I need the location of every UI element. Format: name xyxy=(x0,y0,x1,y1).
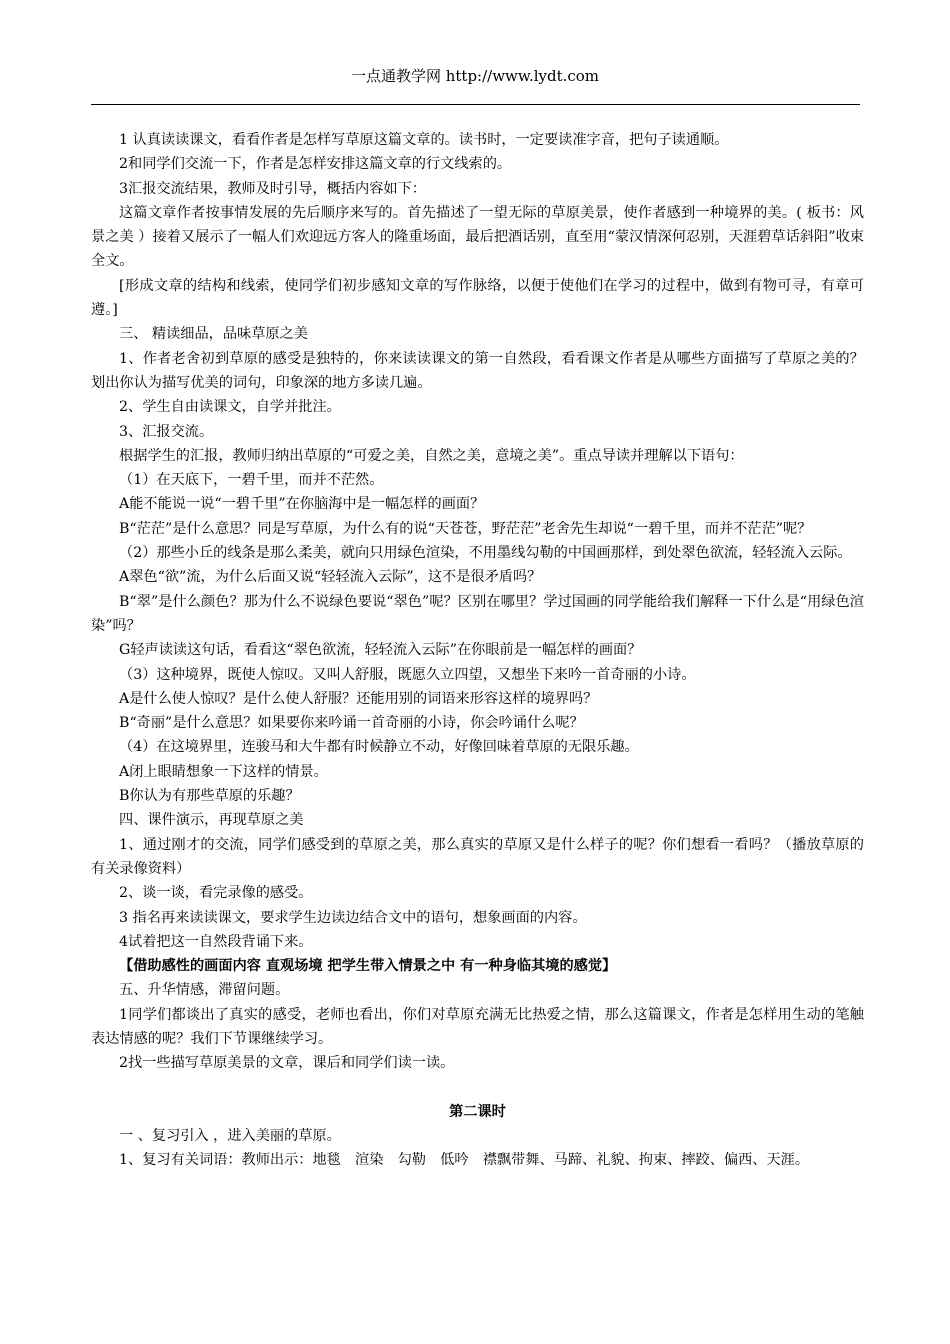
paragraph: 2找一些描写草原美景的文章，课后和同学们读一读。 xyxy=(119,1055,455,1072)
paragraph: 根据学生的汇报，教师归纳出草原的“可爱之美，自然之美，意境之美”。重点导读并理解以下语句： xyxy=(119,447,744,464)
paragraph: 4试着把这一自然段背诵下来。 xyxy=(119,933,313,950)
paragraph: 2、学生自由读课文，自学并批注。 xyxy=(119,399,341,416)
question: A闭上眼睛想象一下这样的情景。 xyxy=(119,763,328,780)
page-header: 一点通教学网 http://www.lydt.com xyxy=(350,67,600,85)
paragraph: 3、汇报交流。 xyxy=(119,423,214,440)
section-heading: 一 、复习引入 ，进入美丽的草原。 xyxy=(119,1127,341,1144)
paragraph: 1、通过刚才的交流，同学们感受到的草原之美，那么真实的草原又是什么样子的呢？你们想看一看吗？（播放草原的有关录像资料） xyxy=(91,836,864,877)
paragraph: 3 指名再来读读课文，要求学生边读边结合文中的语句，想象画面的内容。 xyxy=(119,909,587,926)
question: G轻声读读这句话，看看这“翠色欲流，轻轻流入云际”在你眼前是一幅怎样的画面？ xyxy=(119,642,642,659)
paragraph: [形成文章的结构和线索，使同学们初步感知文章的写作脉络，以便于使他们在学习的过程中，做到有物可寻，有章可遵。] xyxy=(91,277,864,319)
paragraph: 1、复习有关词语：教师出示：地毯 渲染 勾勒 低吟 襟飘带舞、马蹄、礼貌、拘束、摔跤、偏西、天涯。 xyxy=(119,1152,810,1169)
lesson-title: 第二课时 xyxy=(449,1103,506,1120)
section-heading: 五、升华情感，滞留问题。 xyxy=(119,982,290,999)
question: A翠色“欲”流，为什么后面又说“轻轻流入云际”，这不是很矛盾吗？ xyxy=(119,569,542,586)
paragraph: 1同学们都谈出了真实的感受，老师也看出，你们对草原充满无比热爱之情，那么这篇课文，作者是怎样用生动的笔触表达情感的呢？我们下节课继续学习。 xyxy=(91,1006,864,1047)
paragraph: 2、谈一谈，看完录像的感受。 xyxy=(119,885,313,902)
section-heading: 四、课件演示，再现草原之美 xyxy=(119,812,304,829)
quoted-sentence: （4）在这境界里，连骏马和大牛都有时候静立不动，好像回味着草原的无限乐趣。 xyxy=(119,739,639,756)
quoted-sentence: （3）这种境界，既使人惊叹。又叫人舒服，既愿久立四望，又想坐下来吟一首奇丽的小诗。 xyxy=(119,666,696,683)
question: B“奇丽”是什么意思？如果要你来吟诵一首奇丽的小诗，你会吟诵什么呢？ xyxy=(119,715,584,732)
quoted-sentence: （1）在天底下，一碧千里，而并不茫然。 xyxy=(119,472,384,489)
document-body xyxy=(91,128,864,1172)
question: B“翠”是什么颜色？那为什么不说绿色要说“翠色”呢？区别在哪里？学过国画的同学能给我们解释一下什么是“用绿色渲染”吗？ xyxy=(91,593,864,634)
paragraph: 这篇文章作者按事情发展的先后顺序来写的。首先描述了一望无际的草原美景，使作者感到一种境界的美。( 板书：风景之美 ）接着又展示了一幅人们欢迎远方客人的隆重场面，最后把酒话别，直至用“蒙汉情深何忍别，天涯碧草话斜阳”收束全文。 xyxy=(91,204,864,270)
question: A能不能说一说“一碧千里”在你脑海中是一幅怎样的画面？ xyxy=(119,496,485,513)
section-heading: 三、 精读细品，品味草原之美 xyxy=(119,326,308,343)
note-bracket: 【借助感性的画面内容 直观场境 把学生带入情景之中 有一种身临其境的感觉】 xyxy=(119,958,617,975)
question: B你认为有那些草原的乐趣？ xyxy=(119,788,300,805)
question: B“茫茫”是什么意思？同是写草原，为什么有的说“天苍苍，野茫茫”老舍先生却说“一碧千里，而并不茫茫”呢？ xyxy=(119,520,812,537)
paragraph: 2和同学们交流一下，作者是怎样安排这篇文章的行文线索的。 xyxy=(119,156,512,173)
header-rule xyxy=(91,104,860,105)
quoted-sentence: （2）那些小丘的线条是那么柔美，就向只用绿色渲染，不用墨线勾勒的中国画那样，到处翠色欲流，轻轻流入云际。 xyxy=(119,545,852,562)
paragraph: 1、作者老舍初到草原的感受是独特的，你来读读课文的第一自然段，看看课文作者是从哪些方面描写了草原之美的？划出你认为描写优美的词句，印象深的地方多读几遍。 xyxy=(91,350,864,391)
paragraph: 3汇报交流结果，教师及时引导，概括内容如下： xyxy=(119,180,426,197)
paragraph: 1 认真读读课文，看看作者是怎样写草原这篇文章的。读书时，一定要读准字音，把句子读通顺。 xyxy=(119,132,729,148)
question: A是什么使人惊叹？是什么使人舒服？还能用别的词语来形容这样的境界吗？ xyxy=(119,690,598,707)
